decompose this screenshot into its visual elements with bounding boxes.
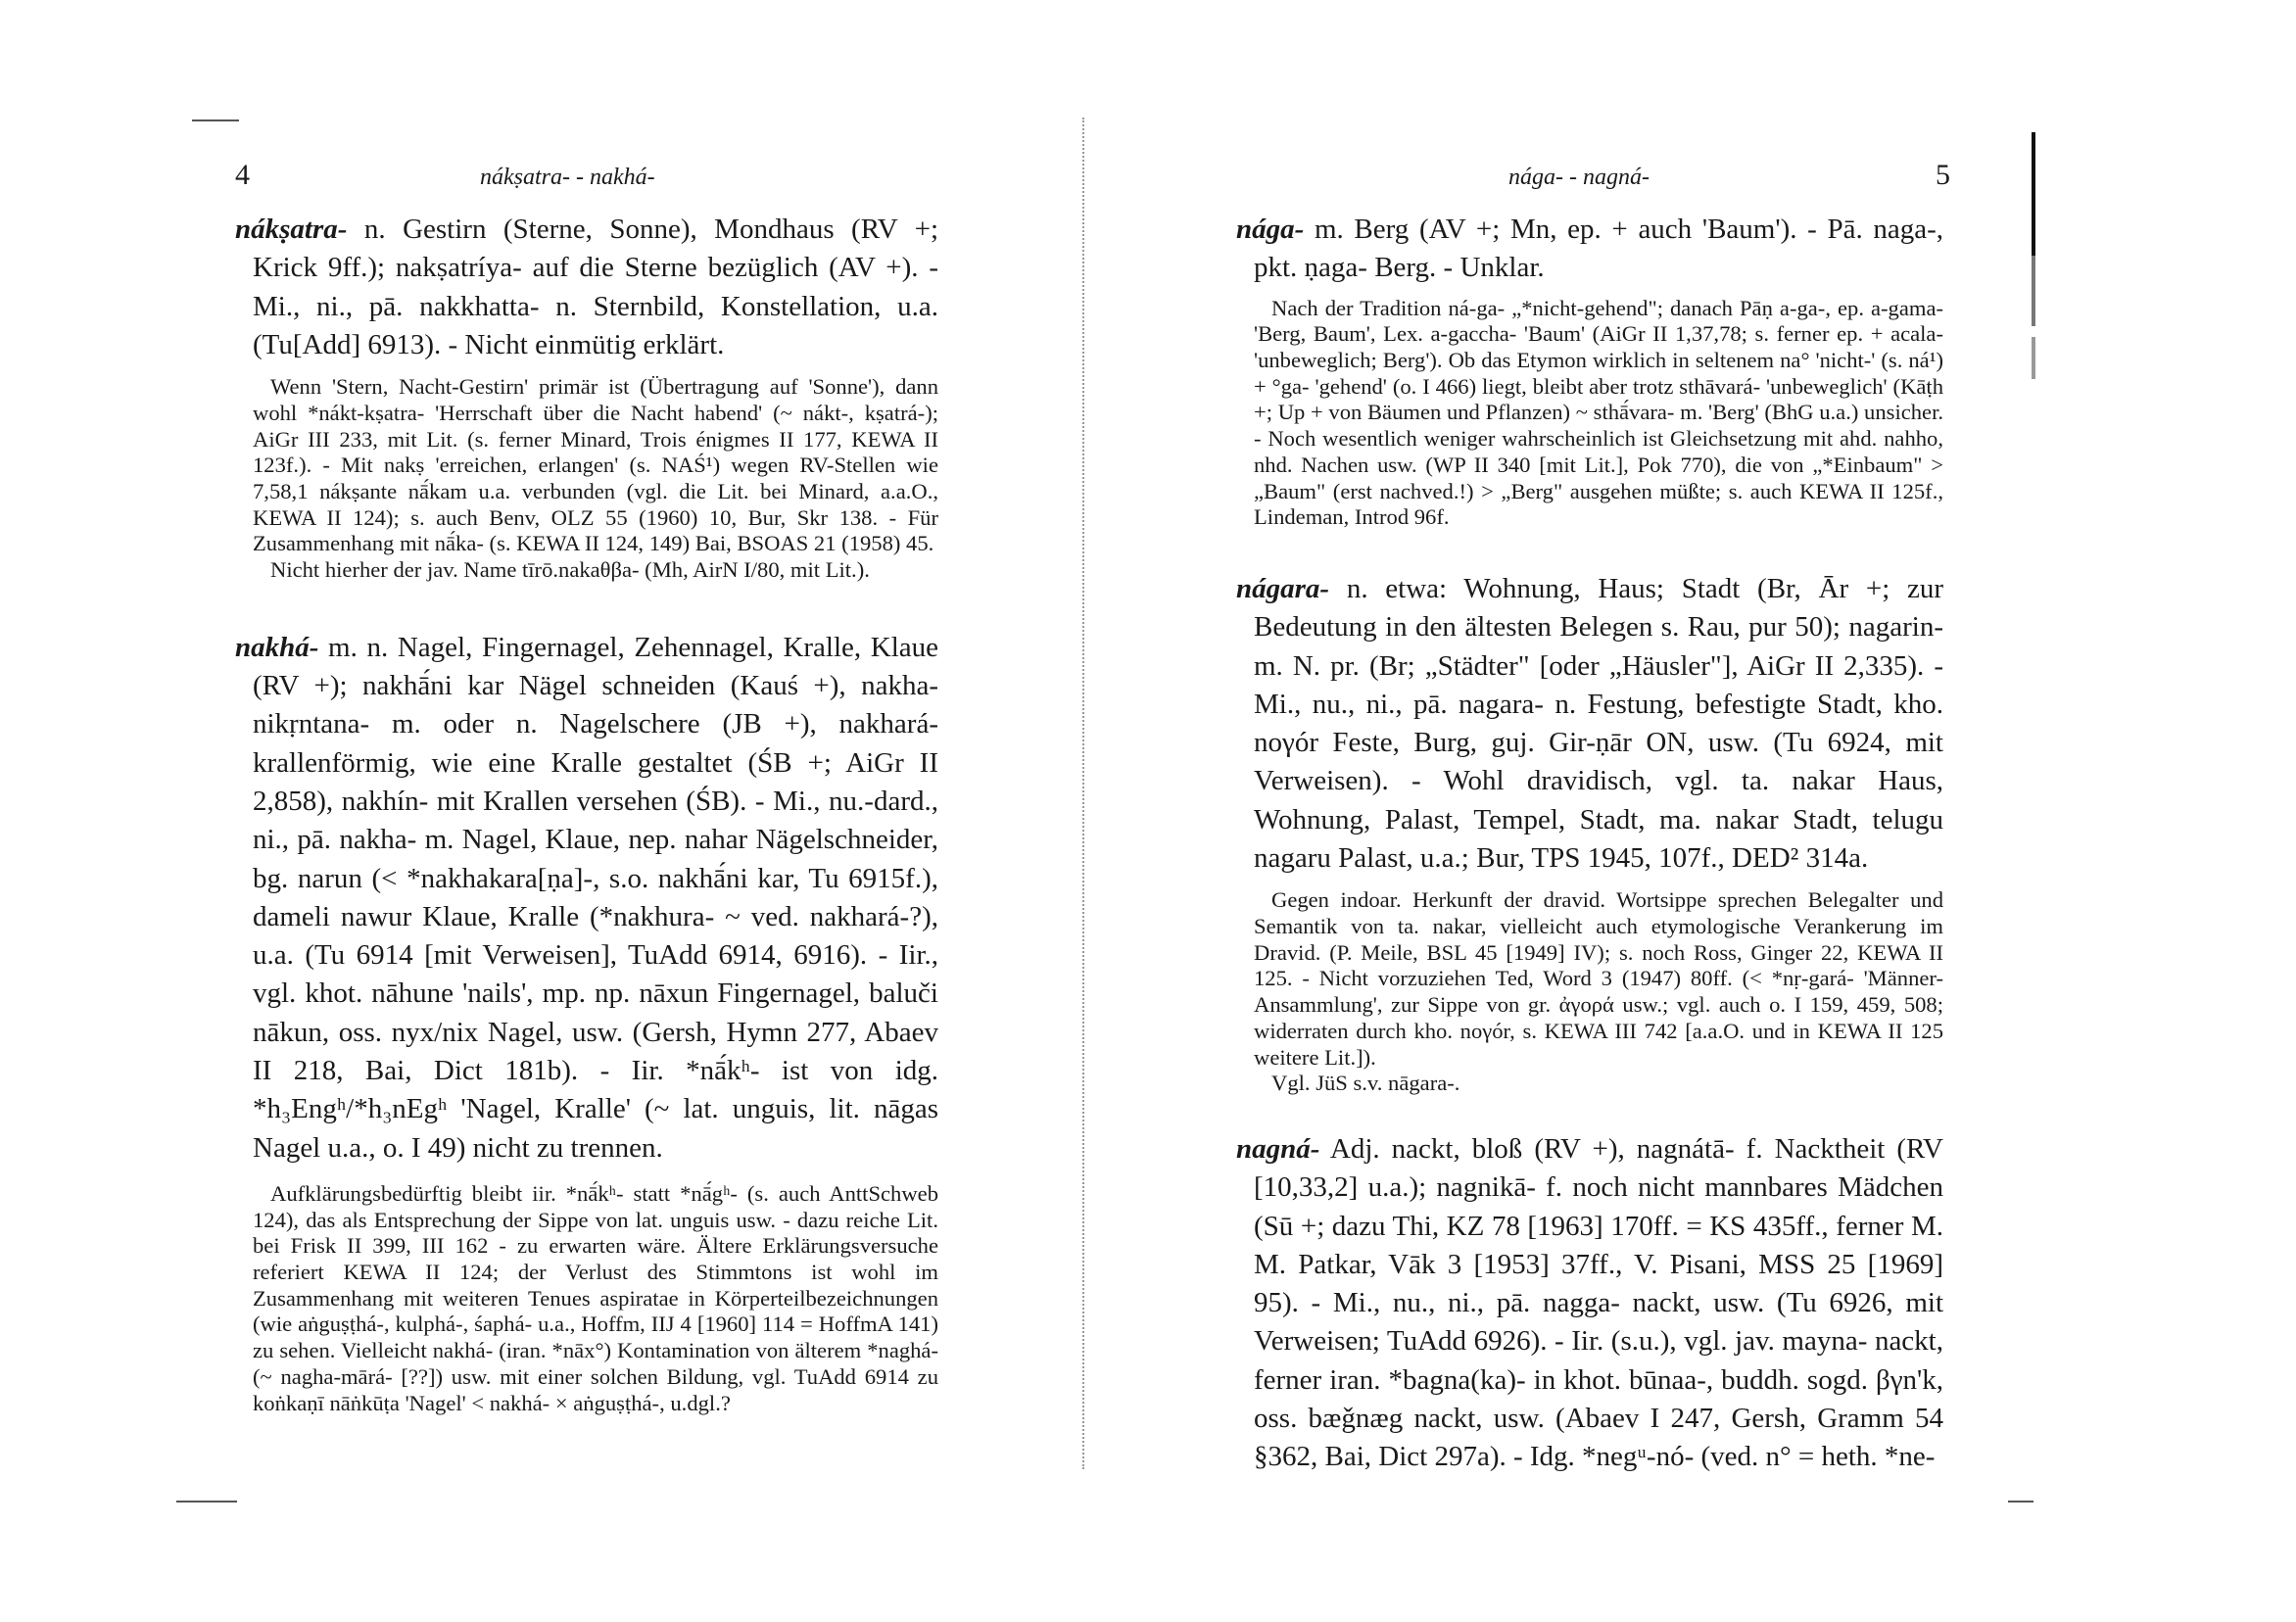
note-paragraph: Gegen indoar. Herkunft der dravid. Wortsippe sprechen Belegalter und Semantik von ta. nakar, vielleicht auch etymologische Verankerung im Dravid. (P. Meile, BSL 45 [1949] IV); s. noch Ross, Ginger 22, KEWA II 125. - Nicht vorzuziehen Ted, Word 3 (1947) 80ff. (< *nṛ-gará- 'Männer-Ansammlung', zur Sippe von gr. ἀγορά usw.; vgl. auch o. I 159, 459, 508; widerraten durch kho. noγór, s. KEWA III 742 [a.a.O. und in KEWA II 125 weitere Lit.]). — [1254, 887, 1943, 1070]
lemma: nága- — [1236, 214, 1305, 245]
page-number: 4 — [235, 159, 250, 191]
running-head: nákṣatra- - nakhá- — [480, 165, 655, 190]
note-block — [235, 1181, 938, 1416]
note-paragraph: Vgl. JüS s.v. nāgara-. — [1271, 1071, 1460, 1096]
lemma: nágara- — [1236, 572, 1330, 604]
entry-naga — [1236, 211, 1943, 288]
entry-nagara — [1236, 570, 1943, 878]
text-column — [1236, 211, 1943, 1477]
running-head: nága- - nagná- — [1508, 165, 1650, 190]
lemma: nagná- — [1236, 1132, 1320, 1165]
text-column — [235, 211, 938, 1416]
note-paragraph: Nicht hierher der jav. Name tīrō.nakaθβa- (Mh, AirN I/80, mit Lit.). — [270, 557, 870, 583]
entry-body: n. etwa: Wohnung, Haus; Stadt (Br, Ār +; zur Bedeutung in den ältesten Belegen s. Rau, pur 50); nagarin- m. N. pr. (Br; „Städter" [oder „Häusler"], AiGr II 2,335). - Mi., nu., ni., pā. nagara- n. Festung, befestigte Stadt, kho. noγór Feste, Burg, guj. Gir-ṇār ON, usw. (Tu 6924, mit Verweisen). - Wohl dravidisch, vgl. ta. nakar Haus, Wohnung, Palast, Tempel, Stadt, ma. nakar Stadt, telugu nagaru Palast, u.a.; Bur, TPS 1945, 107f., DED² 314a. — [1254, 572, 1944, 874]
page-number: 5 — [1936, 159, 1950, 191]
note-paragraph: Aufklärungsbedürftig bleibt iir. *nā́kʰ- statt *nā́gʰ- (s. auch AnttSchweb 124), das als Entsprechung der Sippe von lat. unguis usw. - dazu reiche Lit. bei Frisk II 399, III 162 - zu erwarten wäre. Ältere Erklärungsversuche referiert KEWA II 124; der Verlust des Stimmtons ist wohl im Zusammenhang mit weiteren Tenues aspiratae in Körperteilbezeichnungen (wie aṅguṣṭhá-, kulphá-, śaphá- u.a., Hoffm, IIJ 4 [1960] 114 = HoffmA 141) zu sehen. Vielleicht nakhá- (iran. *nāx°) Kontamination von älterem *naghá- (~ nagha-mārá- [??]) usw. mit einer solchen Bildung, vgl. TuAdd 6914 zu koṅkaṇī nāṅkūṭa 'Nagel' < nakhá- × aṅguṣṭhá-, u.dgl.? — [253, 1180, 938, 1415]
lemma: nakhá- — [235, 631, 319, 663]
note-block — [1236, 296, 1943, 531]
entry-body: m. Berg (AV +; Mn, ep. + auch 'Baum'). - Pā. naga-, pkt. ṇaga- Berg. - Unklar. — [1254, 214, 1944, 284]
entry-nakha — [235, 629, 938, 1168]
note-paragraph: Wenn 'Stern, Nacht-Gestirn' primär ist (Übertragung auf 'Sonne'), dann wohl *nákt-kṣatra- 'Herrschaft über die Nacht habend' (~ nákt-, kṣatrá-); AiGr III 233, mit Lit. (s. ferner Minard, Trois énigmes II 177, KEWA II 123f.). - Mit nakṣ 'erreichen, erlangen' (s. NAŚ¹) wegen RV-Stellen wie 7,58,1 nákṣante nā́kam u.a. verbunden (vgl. die Lit. bei Minard, a.a.O., KEWA II 124); s. auch Benv, OLZ 55 (1960) 10, Bur, Skr 138. - Für Zusammenhang mit nā́ka- (s. KEWA II 124, 149) Bai, BSOAS 21 (1958) 45. — [253, 374, 938, 556]
note-block — [1236, 887, 1943, 1097]
entry-body: m. n. Nagel, Fingernagel, Zehennagel, Kralle, Klaue (RV +); nakhā́ni kar Nägel schneiden (Kauś +), nakha-nikṛntana- m. oder n. Nagelschere (JB +), nakhará- krallenförmig, wie eine Kralle gestaltet (ŚB +; AiGr II 2,858), nakhín- mit Krallen versehen (ŚB). - Mi., nu.-dard., ni., pā. nakha- m. Nagel, Klaue, nep. nahar Nägelschneider, bg. narun (< *nakhakara[ṇa]-, s.o. nakhā́ni kar, Tu 6915f.), dameli nawur Klaue, Kralle (*nakhura- ~ ved. nakhará-?), u.a. (Tu 6914 [mit Verweisen], TuAdd 6914, 6916). - Iir., vgl. khot. nāhune 'nails', mp. np. nāxun Fingernagel, baluči nākun, oss. nyx/nix Nagel, usw. (Gersh, Hymn 277, Abaev II 218, Bai, Dict 181b). - Iir. *nā́kʰ- ist von idg. *h₃Engʰ/*h₃nEgʰ 'Nagel, Kralle' (~ lat. unguis, lit. nāgas Nagel u.a., o. I 49) nicht zu trennen. — [253, 631, 939, 1164]
note-paragraph: Nach der Tradition ná-ga- „*nicht-gehend"; danach Pāṇ a-ga-, ep. a-gama- 'Berg, Baum', Lex. a-gaccha- 'Baum' (AiGr II 1,37,78; s. ferner ep. + acala- 'unbeweglich; Berg'). Ob das Etymon wirklich in seltenem na° 'nicht-' (s. ná¹) + °ga- 'gehend' (o. I 466) liegt, bleibt aber trotz sthāvará- 'unbeweglich' (Kāṭh +; Up + von Bäumen und Pflanzen) ~ sthā́vara- m. 'Berg' (BhG u.a.) unsicher. - Noch wesentlich weniger wahrscheinlich ist Gleichsetzung mit ahd. nahho, nhd. Nachen usw. (WP II 340 [mit Lit.], Pok 770), die von „*Einbaum" > „Baum" (erst nachved.!) > „Berg" ausgehen müßte; s. auch KEWA II 125f., Lindeman, Introd 96f. — [1254, 295, 1943, 530]
note-block — [235, 374, 938, 584]
left-page — [0, 0, 1126, 1622]
entry-nagna — [1236, 1130, 1943, 1477]
entry-body: Adj. nackt, bloß (RV +), nagnátā- f. Nacktheit (RV [10,33,2] u.a.); nagnikā- f. noch nicht mannbares Mädchen (Sū +; dazu Thi, KZ 78 [1963] 170ff. = KS 435ff., ferner M. M. Patkar, Vāk 3 [1953] 37ff., V. Pisani, MSS 25 [1969] 95). - Mi., nu., ni., pā. nagga- nackt, usw. (Tu 6926, mit Verweisen; TuAdd 6926). - Iir. (s.u.), vgl. jav. mayna- nackt, ferner iran. *bagna(ka)- in khot. būnaa-, buddh. sogd. βγn'k, oss. bæǧnæg nackt, usw. (Abaev I 247, Gersh, Gramm 54 §362, Bai, Dict 297a). - Idg. *negᵘ-nó- (ved. n° = heth. *ne- — [1254, 1132, 1943, 1473]
entry-naksatra — [235, 211, 938, 364]
entry-body: n. Gestirn (Sterne, Sonne), Mondhaus (RV +; Krick 9ff.); nakṣatríya- auf die Sterne bezüglich (AV +). - Mi., ni., pā. nakkhatta- n. Sternbild, Konstellation, u.a. (Tu[Add] 6913). - Nicht einmütig erklärt. — [253, 214, 939, 360]
lemma: nákṣatra- — [235, 214, 348, 245]
